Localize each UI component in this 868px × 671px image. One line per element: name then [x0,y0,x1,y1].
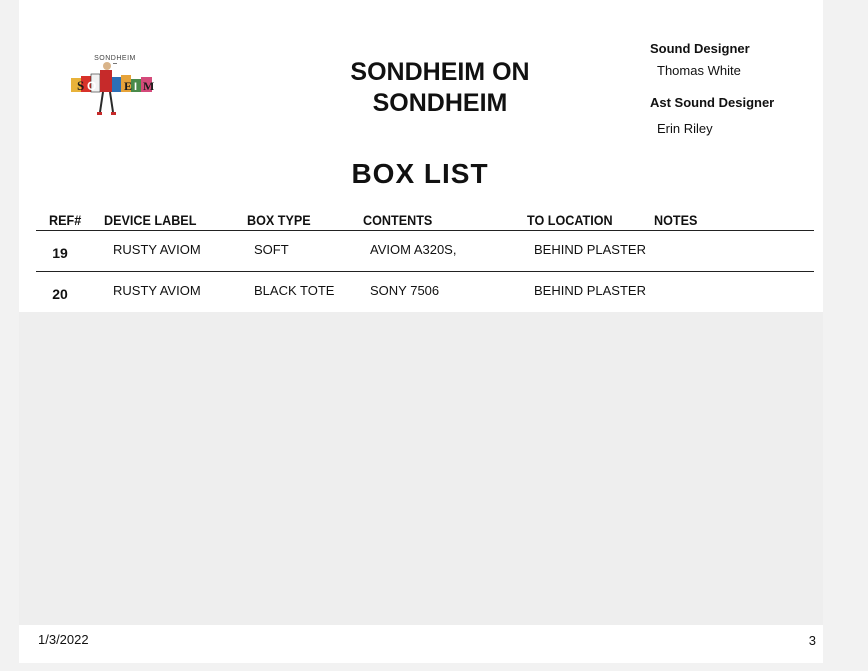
cell-box-type: BLACK TOTE [254,283,335,298]
table-header [36,210,814,231]
column-header-contents: CONTENTS [363,212,433,228]
credit-role-ast-sound-designer: Ast Sound Designer [650,95,775,110]
svg-text:S: S [77,78,85,93]
cell-box-type: SOFT [254,242,289,257]
column-header-notes: NOTES [654,212,698,228]
svg-text:SONDHEIM: SONDHEIM [94,55,136,62]
table-row [36,272,814,312]
empty-page-area [19,312,823,625]
cell-contents: AVIOM A320S, [370,242,457,257]
column-header-device-label: DEVICE LABEL [104,212,197,228]
cell-device-label: RUSTY AVIOM [113,242,201,257]
svg-text:I: I [134,81,138,93]
footer-page-number: 3 [808,633,816,648]
cell-ref: 20 [52,286,68,302]
footer-date: 1/3/2022 [38,632,89,647]
column-header-box-type: BOX TYPE [247,212,311,228]
credit-role-sound-designer: Sound Designer [650,41,750,56]
credit-name-ast-sound-designer: Erin Riley [657,121,713,136]
section-title: BOX LIST [351,158,489,189]
column-header-to-location: TO LOCATION [527,212,613,228]
cell-to-location: BEHIND PLASTER [534,283,646,298]
cell-device-label: RUSTY AVIOM [113,283,201,298]
show-title: SONDHEIM ON SONDHEIM [350,58,530,117]
column-header-ref: REF# [49,212,82,228]
svg-text:E: E [124,79,133,93]
svg-text:O: O [87,79,97,93]
report-page [19,0,823,663]
svg-text:M: M [143,79,155,93]
cell-to-location: BEHIND PLASTER [534,242,646,257]
cell-ref: 19 [52,245,68,261]
show-logo [67,50,163,122]
cell-contents: SONY 7506 [370,283,440,298]
credit-name-sound-designer: Thomas White [657,63,741,78]
table-body [36,231,814,312]
table-row [36,231,814,272]
